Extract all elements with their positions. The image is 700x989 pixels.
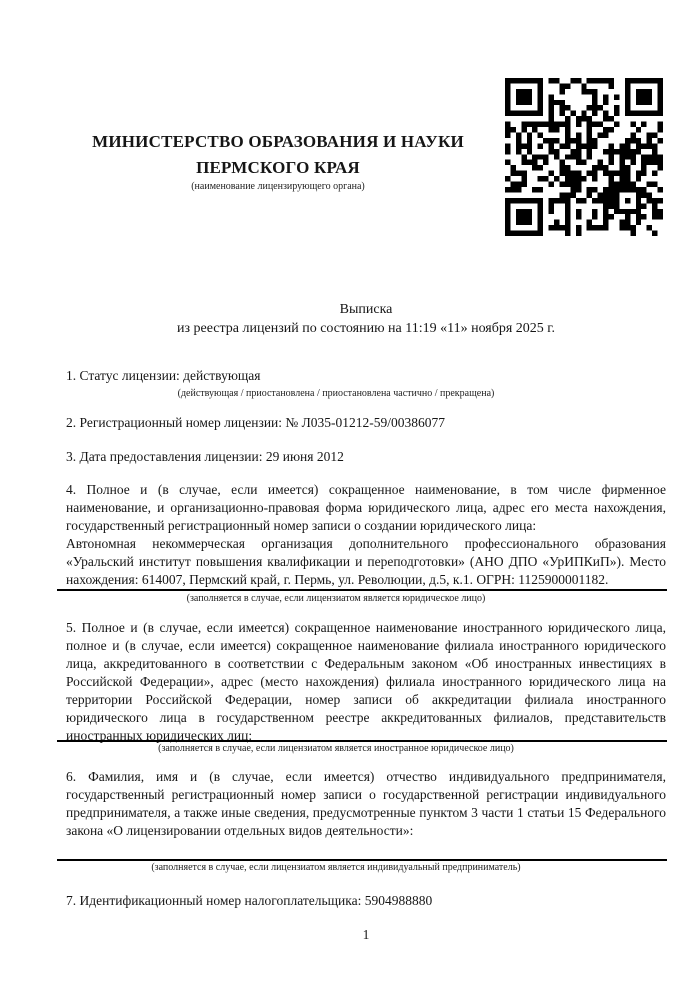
- foreign-entity-caption: (заполняется в случае, если лицензиатом является иностранное юридическое лицо): [158, 743, 514, 754]
- licensing-authority-header: [38, 129, 518, 193]
- entrepreneur-label: 6. Фамилия, имя и (в случае, если имеется) отчество индивидуального предпринимателя, государственный регистрационный номер записи о государственной регистрации индивидуального предпринимателя, а также иные сведения, предусмотренные пунктом 3 части 1 статьи 15 Федерального закона «О лицензировании отдельных видов деятельности»:: [66, 769, 666, 838]
- grant-date-line: 3. Дата предоставления лицензии: 29 июня 2012: [66, 449, 344, 464]
- document-title-line1: Выписка: [339, 302, 393, 317]
- legal-entity-caption: (заполняется в случае, если лицензиатом является юридическое лицо): [186, 593, 486, 604]
- ministry-name-line2: ПЕРМСКОГО КРАЯ: [196, 158, 360, 177]
- legal-entity-fill-line: [57, 589, 667, 591]
- entrepreneur-section: [66, 768, 666, 840]
- foreign-entity-section: [66, 619, 666, 745]
- legal-entity-section: [66, 481, 666, 589]
- qr-code-image: [505, 78, 663, 236]
- legal-entity-value: Автономная некоммерческая организация дополнительного профессионального образования «Уральский институт повышения квалификации и переподготовки» (АНО ДПО «УрИПКиП»). Место нахождения: 614007, Пермский край, г. Пермь, ул. Революции, д.5, к.1. ОГРН: 1125900001182.: [66, 536, 666, 587]
- ministry-name-line1: МИНИСТЕРСТВО ОБРАЗОВАНИЯ И НАУКИ: [92, 132, 464, 151]
- foreign-entity-label: 5. Полное и (в случае, если имеется) сокращенное наименование иностранного юридического лица, полное и (в случае, если имеется) сокращенное наименование филиала иностранного юридического лица, аккредитованного в соответствии с Федеральным законом «Об иностранных инвестициях в Российской Федерации», адрес (место нахождения) филиала иностранного юридического лица на территории Российской Федерации, номер записи об аккредитации филиала иностранного юридического лица в государственном реестре аккредитованных филиалов, представительств иностранных юридических лиц:: [66, 620, 666, 743]
- license-status-options-caption: (действующая / приостановлена / приостановлена частично / прекращена): [177, 388, 495, 399]
- registration-number-line: 2. Регистрационный номер лицензии: № Л035-01212-59/00386077: [66, 415, 446, 430]
- document-title-line2: из реестра лицензий по состоянию на 11:19 «11» ноября 2025 г.: [177, 320, 555, 336]
- taxpayer-number-line: 7. Идентификационный номер налогоплательщика: 5904988880: [66, 893, 433, 908]
- document-title: [66, 301, 666, 338]
- page-number: 1: [362, 927, 370, 942]
- authority-caption: (наименование лицензирующего органа): [191, 181, 365, 192]
- qr-code: [505, 78, 663, 236]
- license-status-line: 1. Статус лицензии: действующая: [66, 368, 261, 383]
- entrepreneur-caption: (заполняется в случае, если лицензиатом является индивидуальный предприниматель): [151, 862, 521, 873]
- legal-entity-label: 4. Полное и (в случае, если имеется) сокращенное наименование, в том числе фирменное наименование, и организационно-правовая форма юридического лица, адрес его места нахождения, государственный регистрационный номер записи о создании юридического лица:: [66, 482, 666, 533]
